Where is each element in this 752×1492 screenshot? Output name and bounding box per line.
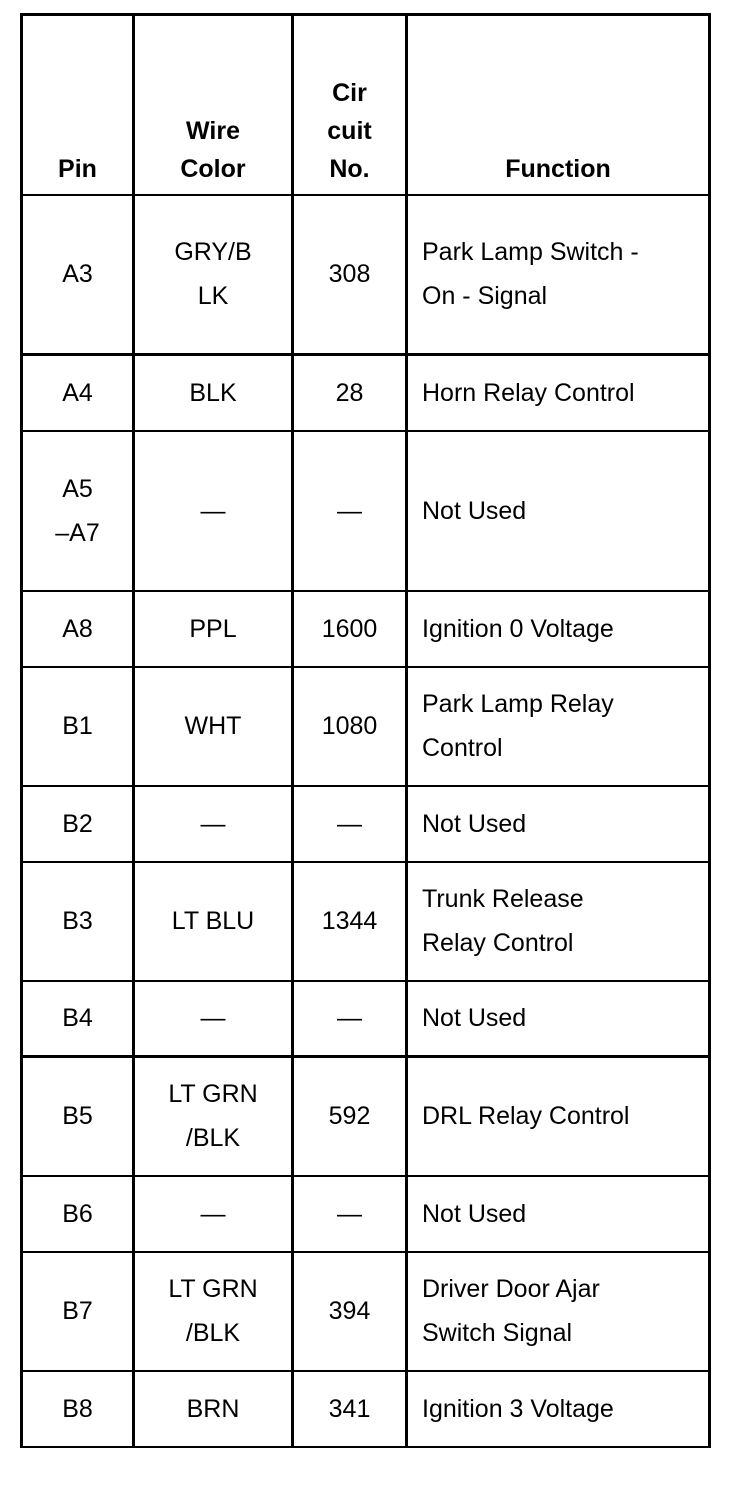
table-row (22, 355, 710, 431)
function-cell: Park Lamp Switch - On - Signal (407, 195, 710, 355)
pin-cell: B7 (22, 1252, 134, 1371)
pin-cell: B1 (22, 667, 134, 786)
table-row (22, 431, 710, 591)
function-cell: Not Used (407, 786, 710, 862)
header-pin: Pin (22, 15, 134, 195)
function-cell: Park Lamp Relay Control (407, 667, 710, 786)
function-cell: Not Used (407, 431, 710, 591)
wire-color-cell: LT GRN /BLK (134, 1057, 293, 1176)
wire-color-cell: — (134, 786, 293, 862)
pin-cell: A8 (22, 591, 134, 667)
circuit-cell: 592 (293, 1057, 407, 1176)
header-wire-color: Wire Color (134, 15, 293, 195)
function-cell: Not Used (407, 981, 710, 1057)
circuit-cell: — (293, 981, 407, 1057)
function-cell: Ignition 0 Voltage (407, 591, 710, 667)
pin-cell: B3 (22, 862, 134, 981)
pin-cell: A5 –A7 (22, 431, 134, 591)
table-row (22, 195, 710, 355)
wire-color-cell: — (134, 431, 293, 591)
circuit-cell: 308 (293, 195, 407, 355)
pin-cell: B8 (22, 1371, 134, 1447)
function-cell: Ignition 3 Voltage (407, 1371, 710, 1447)
circuit-cell: 394 (293, 1252, 407, 1371)
wire-color-cell: GRY/B LK (134, 195, 293, 355)
wire-color-cell: LT GRN /BLK (134, 1252, 293, 1371)
header-function: Function (407, 15, 710, 195)
table-row (22, 862, 710, 981)
pin-cell: A4 (22, 355, 134, 431)
table-row (22, 1176, 710, 1252)
wire-color-cell: BLK (134, 355, 293, 431)
circuit-cell: — (293, 431, 407, 591)
table-row (22, 591, 710, 667)
table-header-row (22, 15, 710, 195)
wire-color-cell: PPL (134, 591, 293, 667)
circuit-cell: — (293, 786, 407, 862)
circuit-cell: — (293, 1176, 407, 1252)
function-cell: Horn Relay Control (407, 355, 710, 431)
function-cell: Not Used (407, 1176, 710, 1252)
circuit-cell: 341 (293, 1371, 407, 1447)
function-cell: Driver Door Ajar Switch Signal (407, 1252, 710, 1371)
circuit-cell: 1600 (293, 591, 407, 667)
pin-cell: B5 (22, 1057, 134, 1176)
table-row (22, 981, 710, 1057)
wire-color-cell: — (134, 981, 293, 1057)
table-row (22, 667, 710, 786)
wire-color-cell: BRN (134, 1371, 293, 1447)
table-row (22, 1371, 710, 1447)
function-cell: Trunk Release Relay Control (407, 862, 710, 981)
pin-cell: B4 (22, 981, 134, 1057)
function-cell: DRL Relay Control (407, 1057, 710, 1176)
circuit-cell: 1080 (293, 667, 407, 786)
wire-color-cell: — (134, 1176, 293, 1252)
circuit-cell: 28 (293, 355, 407, 431)
circuit-cell: 1344 (293, 862, 407, 981)
connector-pin-table (20, 13, 711, 1448)
wire-color-cell: LT BLU (134, 862, 293, 981)
wire-color-cell: WHT (134, 667, 293, 786)
table-row (22, 786, 710, 862)
table-row (22, 1252, 710, 1371)
header-circuit-no: Cir cuit No. (293, 15, 407, 195)
pin-cell: B2 (22, 786, 134, 862)
pin-cell: A3 (22, 195, 134, 355)
pin-cell: B6 (22, 1176, 134, 1252)
table-row (22, 1057, 710, 1176)
